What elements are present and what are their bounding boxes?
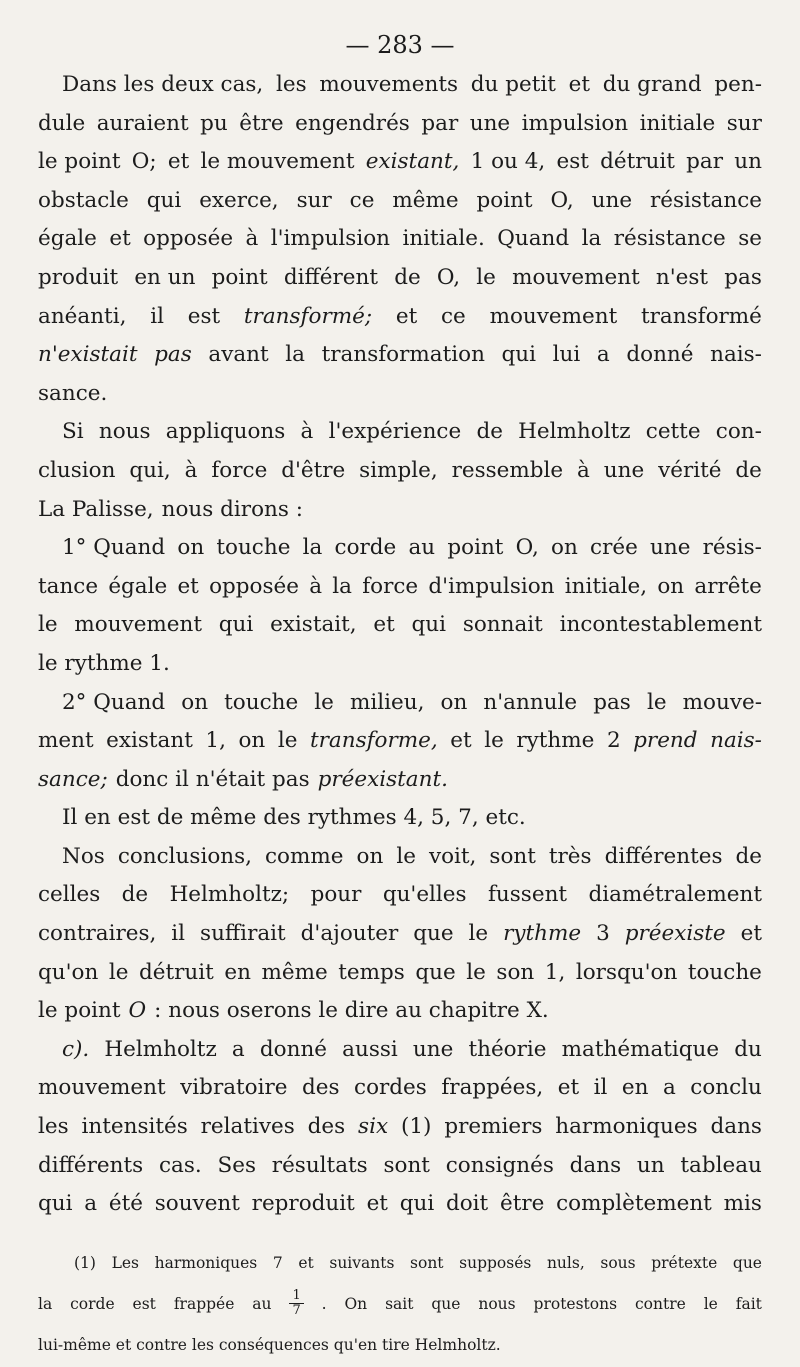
text-line: anéanti, il est transformé; et ce mouvement transformé (38, 303, 762, 329)
text-line: produit en un point différent de O, le mouvement n'est pas (38, 264, 762, 290)
text-line: les intensités relatives des six (1) premiers harmoniques dans (38, 1114, 762, 1140)
text-line: tance égale et opposée à la force d'impulsion initiale, on arrête (38, 573, 762, 599)
footnote (38, 1246, 762, 1362)
text-line: le point O; et le mouvement existant, 1 ou 4, est détruit par un (38, 149, 762, 175)
text-line: Nos conclusions, comme on le voit, sont très différentes de (62, 843, 762, 869)
text-line: qu'on le détruit en même temps que le son 1, lorsqu'on touche (38, 959, 762, 985)
text-line: sance. (38, 380, 108, 406)
footnote-line: (1) Les harmoniques 7 et suivants sont supposés nuls, sous prétexte que (74, 1253, 762, 1272)
text-line: égale et opposée à l'impulsion initiale. Quand la résistance se (38, 226, 762, 252)
text-line: sance; donc il n'était pas préexistant. (38, 766, 448, 792)
body-text (38, 66, 762, 1224)
footnote-line: lui-même et contre les conséquences qu'en tire Helmholtz. (38, 1335, 501, 1354)
text-line: Si nous appliquons à l'expérience de Helmholtz cette con- (62, 419, 762, 445)
text-line: contraires, il suffirait d'ajouter que le rythme 3 préexiste et (38, 921, 762, 947)
fraction-one-seventh: $\frac{1}{7}$ (289, 1289, 303, 1318)
text-line: 1° Quand on touche la corde au point O, on crée une résis- (62, 535, 762, 561)
text-line: clusion qui, à force d'être simple, ressemble à une vérité de (38, 457, 762, 483)
text-line: le mouvement qui existait, et qui sonnait incontestablement (38, 612, 762, 638)
page-number: — 283 — (345, 31, 455, 59)
page (38, 28, 762, 1362)
text-line: différents cas. Ses résultats sont consignés dans un tableau (38, 1152, 762, 1178)
text-line: obstacle qui exerce, sur ce même point O, une résistance (38, 187, 762, 213)
text-line: qui a été souvent reproduit et qui doit être complètement mis (38, 1191, 762, 1217)
footnote-line: la corde est frappée au $\frac{1}{7}$ . On sait que nous protestons contre le fait (38, 1288, 762, 1319)
text-line: le point O : nous oserons le dire au chapitre X. (38, 998, 549, 1024)
text-line: n'existait pas avant la transformation qui lui a donné nais- (38, 342, 762, 368)
text-line: c). Helmholtz a donné aussi une théorie mathématique du (62, 1036, 762, 1062)
text-line: le rythme 1. (38, 650, 170, 676)
text-line: dule auraient pu être engendrés par une impulsion initiale sur (38, 110, 762, 136)
text-line: ment existant 1, on le transforme, et le rythme 2 prend nais- (38, 728, 762, 754)
text-line: mouvement vibratoire des cordes frappées, et il en a conclu (38, 1075, 762, 1101)
text-line: Il en est de même des rythmes 4, 5, 7, etc. (62, 805, 526, 831)
text-line: La Palisse, nous dirons : (38, 496, 303, 522)
text-line: celles de Helmholtz; pour qu'elles fussent diamétralement (38, 882, 762, 908)
text-line: Dans les deux cas, les mouvements du petit et du grand pen- (62, 72, 762, 97)
text-line: 2° Quand on touche le milieu, on n'annule pas le mouve- (62, 689, 762, 715)
